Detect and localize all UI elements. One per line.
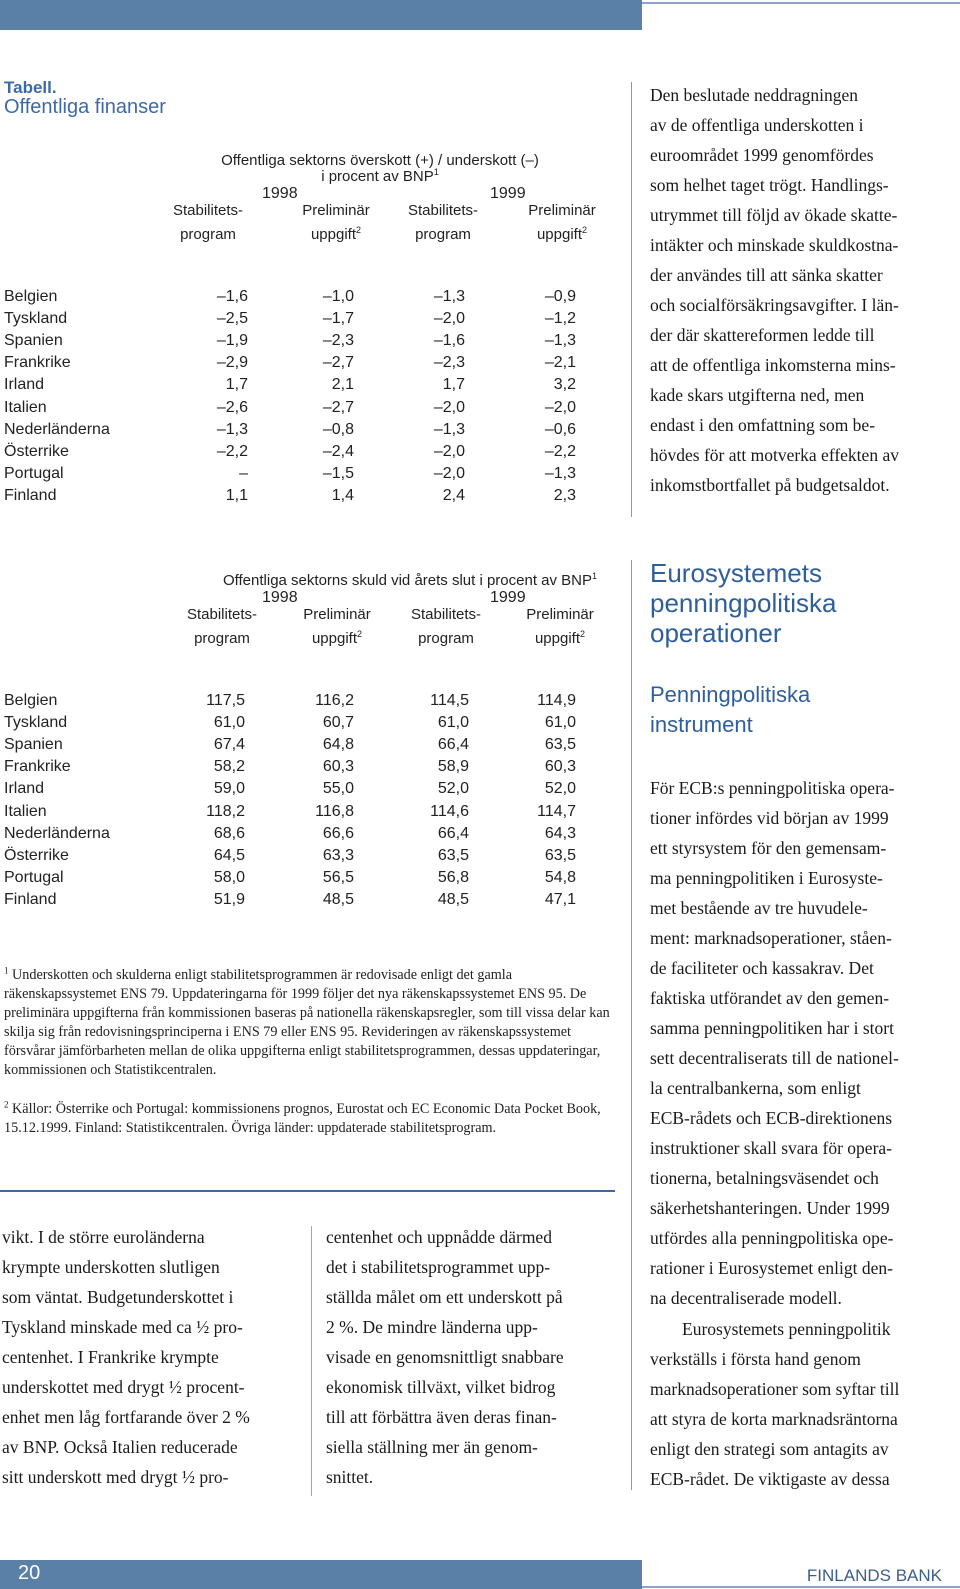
right_para2-line: met bestående av tre huvudele- [650, 898, 868, 918]
table2-cell: 114,7 [537, 802, 576, 820]
table2-cell: 51,9 [213, 890, 245, 908]
footnote-2 [4, 1100, 610, 1138]
table2-cell: 63,5 [437, 846, 469, 864]
table2-col-label2-text-0: program [194, 630, 250, 647]
column-divider-top [631, 82, 632, 517]
right_para2-line: säkerhetshanteringen. Under 1999 [650, 1198, 890, 1218]
table1-title [180, 152, 580, 169]
table1-cell: 1,7 [442, 376, 465, 394]
table2-cell: 55,0 [322, 780, 354, 798]
table1-title-sup: 1 [433, 167, 439, 177]
table1-cell: –1,5 [322, 464, 354, 482]
bottom_col2-line: det i stabilitetsprogrammet upp- [326, 1257, 551, 1277]
table1-cell: –2,7 [322, 354, 354, 372]
right_para1-line: Den beslutade neddragningen [650, 85, 858, 105]
bottom_col1-line: centenhet. I Frankrike krympte [2, 1347, 219, 1367]
table-label: Tabell. [4, 78, 57, 97]
table2-row-country: Portugal [4, 868, 64, 886]
table2-col-label-3: Preliminär [526, 606, 594, 623]
table1-cell: –1,2 [544, 310, 576, 328]
right_para2-line: ett styrsystem för den gemensam- [650, 838, 887, 858]
table1-cell: –2,4 [322, 442, 354, 460]
right_para1-line: intäkter och minskade skuldkostna- [650, 235, 899, 255]
right_para2-line: ECB-rådets och ECB-direktionens [650, 1108, 893, 1128]
table1-cell: –2,7 [322, 398, 354, 416]
table2-col-label-1: Preliminär [303, 606, 371, 623]
footer-rule [642, 1586, 960, 1588]
right_subheading-line: Penningpolitiska [650, 682, 811, 707]
table1-col-sup-3: 2 [582, 225, 588, 235]
right_subheading-line: instrument [650, 712, 753, 737]
table2-cell: 66,4 [437, 736, 469, 754]
footer-bank-name: FINLANDS BANK [806, 1566, 942, 1585]
right_para2-line: de faciliteter och kassakrav. Det [650, 958, 874, 978]
table1-row-country: Österrike [4, 442, 69, 460]
table1-cell: –1,7 [322, 310, 354, 328]
right_para1-line: endast i den omfattning som be- [650, 415, 876, 435]
bottom_col2-line: visade en genomsnittligt snabbare [326, 1347, 564, 1367]
table1-cell: –1,3 [433, 420, 465, 438]
table2-col-label-2: Stabilitets- [410, 606, 482, 623]
table1-cell: –1,3 [544, 464, 576, 482]
table1-row-country: Italien [4, 398, 47, 416]
table1-cell: –2,0 [433, 442, 465, 460]
table2-cell: 61,0 [544, 714, 576, 732]
table2-cell: 68,6 [213, 824, 245, 842]
table2-cell: 56,5 [322, 868, 354, 886]
table2-cell: 59,0 [213, 780, 245, 798]
table2-cell: 52,0 [544, 780, 576, 798]
bottom_col2-line: 2 %. De mindre länderna upp- [326, 1317, 538, 1337]
table1-cell: –2,1 [544, 354, 576, 372]
table1-cell: –1,3 [544, 332, 576, 350]
table1-row-country: Irland [4, 376, 45, 394]
table2-cell: 64,5 [213, 846, 245, 864]
table2-cell: 118,2 [206, 802, 245, 820]
table2-cell: 48,5 [437, 890, 469, 908]
right_para2-line: För ECB:s penningpolitiska opera- [650, 778, 895, 798]
table1-cell: –2,0 [433, 398, 465, 416]
table2-cell: 66,6 [322, 824, 354, 842]
table1-cell: –2,2 [216, 442, 248, 460]
right_para2-line: instruktioner skall svara för opera- [650, 1138, 893, 1158]
table1-row-country: Nederländerna [4, 420, 110, 438]
table1-col-label2-text-0: program [180, 226, 236, 243]
right_para1-line: som helhet taget trögt. Handlings- [650, 175, 889, 195]
right_para3-line: verkställs i första hand genom [650, 1349, 861, 1369]
right_para2-line: sett decentraliserats till de nationel- [650, 1048, 899, 1068]
table-title: Offentliga finanser [4, 96, 166, 118]
table2-cell: 114,6 [430, 802, 469, 820]
table1-title-2 [180, 168, 580, 185]
body-column-2 [326, 1222, 616, 1492]
bottom_col1-line: vikt. I de större euroländerna [2, 1227, 205, 1247]
table1-cell: –2,0 [544, 398, 576, 416]
table1-cell: – [239, 464, 248, 482]
table2-row-country: Spanien [4, 736, 63, 754]
right_para3-line: ECB-rådet. De viktigaste av dessa [650, 1469, 890, 1489]
table1-cell: –2,3 [322, 332, 354, 350]
table2-col-label2-text-2: program [418, 630, 474, 647]
table2-cell: 54,8 [544, 868, 576, 886]
right_heading-line: operationer [650, 618, 782, 648]
table1-cell: 3,2 [553, 376, 576, 394]
table1-cell: 1,7 [225, 376, 248, 394]
table1-row-country: Portugal [4, 464, 64, 482]
table1-col-sup-1: 2 [356, 225, 362, 235]
table1-cell: –0,8 [322, 420, 354, 438]
table2-row-country: Tyskland [4, 714, 68, 732]
right_para3-line: Eurosystemets penningpolitik [682, 1319, 891, 1339]
table1-cell: –2,3 [433, 354, 465, 372]
right_para2-line: na decentraliserade modell. [650, 1288, 842, 1308]
table1-cell: –2,0 [433, 310, 465, 328]
table2-cell: 63,5 [544, 736, 576, 754]
table2-year-1998: 1998 [262, 589, 298, 606]
footnote-1 [4, 966, 610, 1080]
right_para1-line: inkomstbortfallet på budgetsaldot. [650, 475, 890, 495]
right_para1-line: der där skattereformen ledde till [650, 325, 875, 345]
bottom_col2-line: snittet. [326, 1467, 374, 1487]
table1-cell: –2,5 [216, 310, 248, 328]
table1-year-1999: 1999 [490, 185, 526, 202]
right_para1-line: hövdes för att motverka effekten av [650, 445, 899, 465]
table2-cell: 64,3 [544, 824, 576, 842]
bottom_col1-line: sitt underskott med drygt ½ pro- [2, 1467, 229, 1487]
table2-cell: 48,5 [322, 890, 354, 908]
table1-year-1998: 1998 [262, 185, 298, 202]
table1-cell: –1,6 [216, 288, 248, 305]
table1-col-label2-text-3: uppgift [536, 226, 583, 243]
table2-cell: 66,4 [437, 824, 469, 842]
section-heading [650, 558, 836, 648]
header-rule [642, 2, 960, 4]
bottom_col1-line: Tyskland minskade med ca ½ pro- [2, 1317, 243, 1337]
table1-row-country: Belgien [4, 288, 58, 305]
table1-col-label2-0 [143, 226, 273, 243]
table2-row-country: Irland [4, 780, 45, 798]
table1-cell: –2,0 [433, 464, 465, 482]
table2-cell: 63,5 [544, 846, 576, 864]
right-paragraph-1 [650, 80, 950, 500]
table2-cell: 52,0 [437, 780, 469, 798]
right_para1-line: der användes till att sänka skatter [650, 265, 883, 285]
table2-title-text: Offentliga sektorns skuld vid årets slut i procent av BNP [222, 572, 593, 589]
right-paragraph-3 [650, 1314, 950, 1494]
table2-cell: 116,8 [315, 802, 354, 820]
right_para2-line: ment: marknadsoperationer, ståen- [650, 928, 892, 948]
table2-cell: 114,9 [537, 692, 576, 709]
table1-cell: –1,3 [433, 288, 465, 305]
table2-cell: 47,1 [544, 890, 576, 908]
bottom_col2-line: till att förbättra även deras finan- [326, 1407, 557, 1427]
footer-bar [0, 1560, 642, 1589]
table2-year-1999: 1999 [490, 589, 526, 606]
right_para2-line: ma penningpolitiken i Eurosyste- [650, 868, 883, 888]
table2-row-country: Italien [4, 802, 47, 820]
table1-cell: –1,0 [322, 288, 354, 305]
right_para1-line: kade skars utgifterna ned, men [650, 385, 865, 405]
footnote-1-mark: 1 [4, 965, 9, 976]
table1-cell: 2,3 [553, 486, 576, 504]
table2-cell: 63,3 [322, 846, 354, 864]
table1-row-country: Tyskland [4, 310, 68, 328]
table1-cell: –2,6 [216, 398, 248, 416]
section-subheading [650, 680, 810, 740]
table1-cell: –1,9 [216, 332, 248, 350]
bottom_col1-line: enhet men låg fortfarande över 2 % [2, 1407, 250, 1427]
table1-title-line2: i procent av BNP [321, 168, 434, 185]
table1-cell: –1,3 [216, 420, 248, 438]
table1-col-label2-3 [497, 226, 627, 243]
table2-cell: 64,8 [322, 736, 354, 754]
right_para1-line: av de offentliga underskotten i [650, 115, 864, 135]
table2-col-label2-text-1: uppgift [311, 630, 358, 647]
table1-cell: –0,9 [544, 288, 576, 305]
table2-row-country: Nederländerna [4, 824, 110, 842]
table2-col-sup-1: 2 [357, 629, 363, 639]
right_heading-line: Eurosystemets [650, 558, 822, 588]
right_para2-line: tionerna, betalningsväsendet och [650, 1168, 879, 1188]
table2-cell: 114,5 [430, 692, 469, 709]
table1-row-country: Frankrike [4, 354, 71, 372]
table2-col-label-0: Stabilitets- [186, 606, 258, 623]
table1-cell: 2,4 [442, 486, 465, 504]
right_para3-line: marknadsoperationer som syftar till [650, 1379, 900, 1399]
footnote-separator [0, 1190, 615, 1192]
table2-row-country: Österrike [4, 846, 69, 864]
bottom_col2-line: centenhet och uppnådde därmed [326, 1227, 552, 1247]
right_para3-line: enligt den strategi som antagits av [650, 1439, 889, 1459]
right_para2-line: faktiska utförandet av den gemen- [650, 988, 890, 1008]
table2-col-label2-2 [381, 630, 511, 647]
table2-cell: 117,5 [206, 692, 245, 709]
table1-row-country: Spanien [4, 332, 63, 350]
bottom_col2-line: ekonomisk tillväxt, vilket bidrog [326, 1377, 556, 1397]
right_para3-line: att styra de korta marknadsräntorna [650, 1409, 898, 1429]
table1-col-label-0: Stabilitets- [172, 202, 244, 219]
table2-cell: 58,2 [213, 758, 245, 776]
right-paragraph-2 [650, 773, 950, 1313]
table2-cell: 58,9 [437, 758, 469, 776]
table2-cell: 60,3 [544, 758, 576, 776]
column-divider-body [311, 1226, 312, 1496]
table1-cell: 1,4 [331, 486, 354, 504]
table2-cell: 60,3 [322, 758, 354, 776]
page-number: 20 [18, 1562, 41, 1584]
table1-cell: –0,6 [544, 420, 576, 438]
right_para2-line: la centralbankerna, som enligt [650, 1078, 861, 1098]
table2-col-sup-3: 2 [580, 629, 586, 639]
table2-cell: 67,4 [213, 736, 245, 754]
table2-row-country: Frankrike [4, 758, 71, 776]
table2-cell: 61,0 [437, 714, 469, 732]
table2-cell: 116,2 [315, 692, 354, 709]
right_para1-line: att de offentliga inkomsterna mins- [650, 355, 896, 375]
bottom_col2-line: ställda målet om ett underskott på [326, 1287, 563, 1307]
bottom_col1-line: krympte underskotten slutligen [2, 1257, 220, 1277]
table1-col-label-2: Stabilitets- [407, 202, 479, 219]
table2-row-country: Belgien [4, 692, 58, 709]
table2-cell: 60,7 [322, 714, 354, 732]
right_para1-line: euroområdet 1999 genomfördes [650, 145, 874, 165]
bottom_col1-line: av BNP. Också Italien reducerade [2, 1437, 238, 1457]
column-divider-bottom [631, 560, 632, 1490]
table2-title [200, 572, 620, 589]
right_heading-line: penningpolitiska [650, 588, 837, 618]
table2-col-label2-0 [157, 630, 287, 647]
footnote-2-mark: 2 [4, 1099, 9, 1110]
bottom_col2-line: siella ställning mer än genom- [326, 1437, 538, 1457]
right_para2-line: rationer i Eurosystemet enligt den- [650, 1258, 893, 1278]
table1-cell: –2,2 [544, 442, 576, 460]
table1-cell: –1,6 [433, 332, 465, 350]
table2-cell: 58,0 [213, 868, 245, 886]
footnote-1-text: Underskotten och skulderna enligt stabilitetsprogrammen är redovisade enligt det gamla räkenskapssystemet ENS 79. Uppdateringarna för 1999 följer det nya räkenskapssystemet ENS 95. De preliminära uppgifterna från kommissionen baseras på nationella räkenskapsregler, som till vissa delar kan skilja sig från redovisningsprinciperna i ENS 79 eller ENS 95. Revideringen av räkenskapssystemet försvårar jämförbarheten mellan de olika uppgifterna enligt stabilitetsprogrammen, dessas uppdateringar, kommissionen och Statistikcentralen. [4, 967, 610, 1078]
table2-title-sup: 1 [592, 571, 598, 581]
table1-col-label-3: Preliminär [528, 202, 596, 219]
table1-cell: –2,9 [216, 354, 248, 372]
table1-cell: 1,1 [225, 486, 248, 504]
body-column-1 [2, 1222, 302, 1492]
table1-row-country: Finland [4, 486, 57, 504]
footnote-2-text: Källor: Österrike och Portugal: kommissionens prognos, Eurostat och EC Economic Data Pocket Book, 15.12.1999. Finland: Statistikcentralen. Övriga länder: uppdaterade stabilitetsprogram. [4, 1101, 601, 1136]
table2-cell: 56,8 [437, 868, 469, 886]
table2-row-country: Finland [4, 890, 57, 908]
table1-col-label-1: Preliminär [302, 202, 370, 219]
right_para1-line: och socialförsäkringsavgifter. I län- [650, 295, 899, 315]
right_para2-line: tioner infördes vid början av 1999 [650, 808, 889, 828]
right_para2-line: samma penningpolitiken har i stort [650, 1018, 894, 1038]
table1-col-label2-2 [378, 226, 508, 243]
header-bar [0, 0, 642, 30]
bottom_col1-line: som väntat. Budgetunderskottet i [2, 1287, 234, 1307]
table2-col-label2-text-3: uppgift [534, 630, 581, 647]
table1-cell: 2,1 [331, 376, 354, 394]
right_para1-line: utrymmet till följd av ökade skatte- [650, 205, 898, 225]
table1-title-line1: Offentliga sektorns överskott (+) / underskott (–) [221, 152, 539, 169]
table1-col-label2-text-1: uppgift [310, 226, 357, 243]
table2-col-label2-3 [495, 630, 625, 647]
bottom_col1-line: underskottet med drygt ½ procent- [2, 1377, 245, 1397]
right_para2-line: utfördes alla penningpolitiska ope- [650, 1228, 894, 1248]
table2-cell: 61,0 [213, 714, 245, 732]
table1-col-label2-text-2: program [415, 226, 471, 243]
